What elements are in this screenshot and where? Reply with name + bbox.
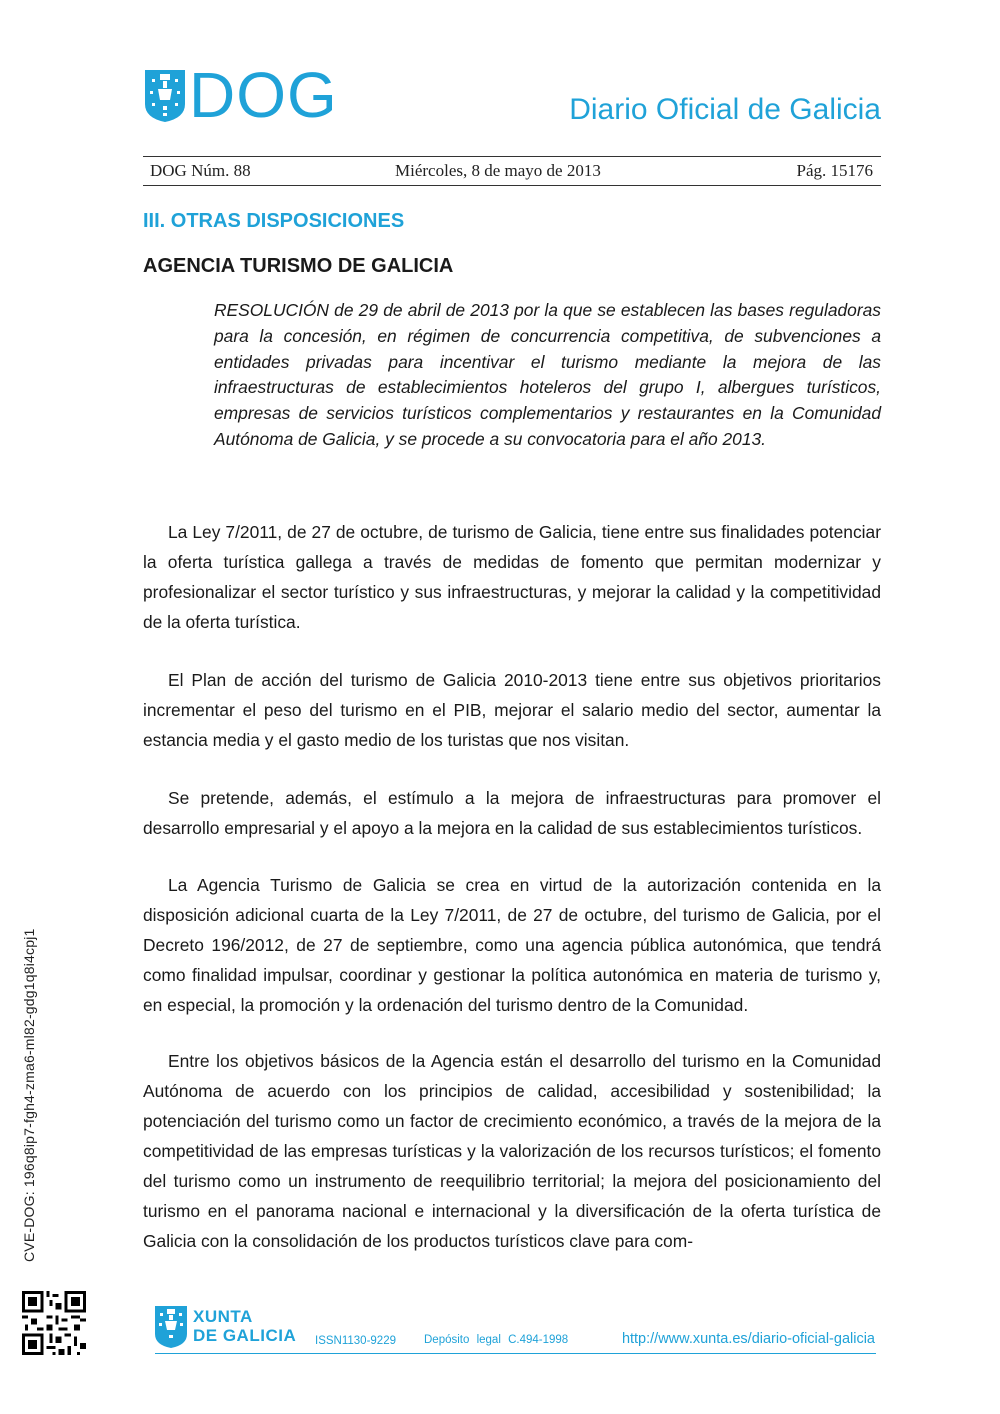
body-paragraph <box>143 517 881 637</box>
issue-meta-bar <box>143 156 881 186</box>
xunta-logo <box>193 1307 296 1345</box>
publication-title: Diario Oficial de Galicia <box>569 93 881 126</box>
footer-url-link[interactable]: http://www.xunta.es/diario-oficial-galicia <box>621 1331 875 1347</box>
body-paragraph <box>143 783 881 843</box>
xunta-line2: DE GALICIA <box>193 1326 297 1345</box>
page-number: Pág. 15176 <box>796 161 873 180</box>
paragraph-text: El Plan de acción del turismo de Galicia 2010-2013 tiene entre sus objetivos prioritarios incrementar el peso del turismo en el PIB, mejorar el salario medio del sector, aumentar la estancia media y el gasto medio de los turistas que nos visitan. <box>143 670 881 750</box>
body-paragraph <box>143 665 881 755</box>
body-paragraph <box>143 1046 881 1258</box>
xunta-line1: XUNTA <box>193 1307 253 1326</box>
agency-title: AGENCIA TURISMO DE GALICIA <box>143 255 454 277</box>
galicia-shield-icon <box>145 70 185 122</box>
qr-code-icon[interactable] <box>22 1291 86 1355</box>
paragraph-text: La Agencia Turismo de Galicia se crea en virtud de la autorización contenida en la disposición adicional cuarta de la Ley 7/2011, de 27 de octubre, del turismo de Galicia, por el Decreto 196/2012, de 27 de septiembre, como una agencia pública autonómica, que tendrá como finalidad impulsar, coordinar y gestionar la política autonómica en materia de turismo y, en especial, la promoción y la ordenación del turismo dentro de la Comunidad. <box>143 875 881 1015</box>
paragraph-text: Se pretende, además, el estímulo a la mejora de infraestructuras para promover el desarrollo empresarial y el apoyo a la mejora en la calidad de sus establecimientos turísticos. <box>143 788 881 838</box>
section-title: III. OTRAS DISPOSICIONES <box>143 210 405 232</box>
paragraph-text: Entre los objetivos básicos de la Agencia están el desarrollo del turismo en la Comunidad Autónoma de acuerdo con los principios de calidad, accesibilidad y sostenibilidad; la potenciación del turismo como un factor de crecimiento económico, a través de la mejora de la competitividad de las empresas turísticas y la valorización de los recursos turísticos; el fomento del turismo como un instrumento de reequilibrio territorial; la mejora del posicionamiento del turismo en el panorama nacional e internacional y la diversificación de la oferta turística de Galicia con la consolidación de los productos turísticos clave para com- <box>143 1051 881 1251</box>
issue-number: DOG Núm. 88 <box>150 161 251 180</box>
issn: ISSN1130-9229 <box>315 1335 396 1347</box>
cve-code: CVE-DOG: 196q8ip7-fgh4-zma6-ml82-gdg1q8i4cpj1 <box>21 928 37 1262</box>
xunta-shield-icon <box>155 1306 187 1348</box>
dog-logo: DOG <box>189 59 338 131</box>
resolution-summary: RESOLUCIÓN de 29 de abril de 2013 por la que se establecen las bases reguladoras para la concesión, en régimen de concurrencia competitiva, de subvenciones a entidades privadas para incentivar el turismo mediante la mejora de las infraestructuras de establecimientos hoteleros del grupo I, albergues turísticos, empresas de servicios turísticos complementarios y restaurantes en la Comunidad Autónoma de Galicia, y se procede a su convocatoria para el año 2013. <box>214 300 881 449</box>
legal-deposit: Depósito legal C.494-1998 <box>424 1334 569 1346</box>
paragraph-text: La Ley 7/2011, de 27 de octubre, de turismo de Galicia, tiene entre sus finalidades potenciar la oferta turística gallega a través de medidas de fomento que permitan modernizar y profesionalizar el sector turístico y sus infraestructuras, y mejorar la calidad y la competitividad de la oferta turística. <box>143 522 881 632</box>
body-paragraph <box>143 870 881 1020</box>
footer-divider <box>155 1353 876 1354</box>
issue-date: Miércoles, 8 de mayo de 2013 <box>395 161 601 180</box>
